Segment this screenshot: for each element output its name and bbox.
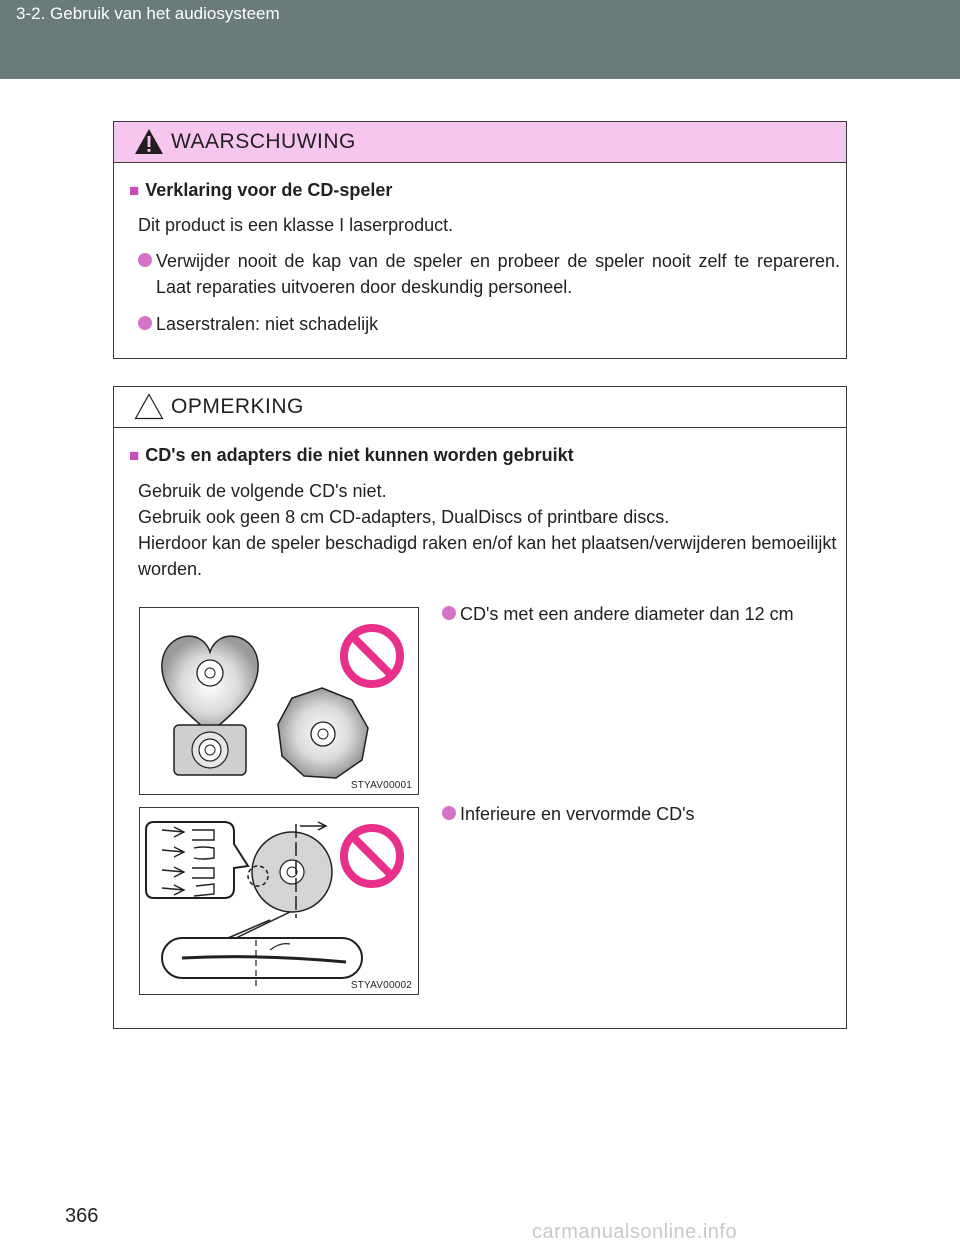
- warning-intro: Dit product is een klasse I laserproduct.: [138, 215, 454, 235]
- figure-odd-shaped-discs: [139, 607, 419, 795]
- caution-outline-icon: [134, 393, 164, 420]
- square-bullet-icon: ■: [129, 446, 140, 465]
- prohibited-icon: [344, 828, 400, 884]
- warning-bullet: Verwijder nooit de kap van de speler en probeer de speler nooit zelf te repareren. Laat reparaties uitvoeren door deskundig personeel.: [156, 248, 840, 300]
- square-bullet-icon: ■: [129, 181, 140, 200]
- bullet-dot-icon: [138, 316, 152, 330]
- note-line: Gebruik de volgende CD's niet.: [138, 481, 387, 501]
- note-title: OPMERKING: [171, 395, 304, 418]
- figure-code: STYAV00001: [350, 780, 412, 791]
- bullet-dot-icon: [442, 606, 456, 620]
- warning-bullet: Laserstralen: niet schadelijk: [156, 311, 840, 337]
- note-line: Hierdoor kan de speler beschadigd raken en/of kan het plaatsen/verwijderen bemoeilijkt worden.: [138, 533, 837, 579]
- figure-caption: CD's met een andere diameter dan 12 cm: [460, 601, 830, 627]
- note-subheading: ■ CD's en adapters die niet kunnen worden gebruikt: [129, 445, 574, 465]
- figure-code: STYAV00002: [350, 980, 412, 991]
- warning-header: [114, 122, 846, 163]
- note-header: [114, 387, 846, 428]
- prohibited-icon: [344, 628, 400, 684]
- note-box: [113, 386, 847, 1029]
- bullet-dot-icon: [442, 806, 456, 820]
- warning-subheading: ■ Verklaring voor de CD-speler: [129, 180, 393, 200]
- deformed-cd-illustration: [140, 808, 418, 994]
- chapter-header: [0, 0, 960, 79]
- figure-deformed-discs: [139, 807, 419, 995]
- warning-title: WAARSCHUWING: [171, 130, 356, 153]
- note-text: [138, 478, 838, 582]
- bullet-dot-icon: [138, 253, 152, 267]
- section-title: 3-2. Gebruik van het audiosysteem: [16, 4, 280, 23]
- watermark: carmanualsonline.info: [532, 1221, 738, 1243]
- warning-box: [113, 121, 847, 359]
- figure-caption: Inferieure en vervormde CD's: [460, 801, 830, 827]
- odd-shaped-cd-illustration: [140, 608, 418, 794]
- warning-triangle-icon: [134, 128, 164, 155]
- note-line: Gebruik ook geen 8 cm CD-adapters, DualDiscs of printbare discs.: [138, 507, 670, 527]
- page-number: 366: [65, 1205, 99, 1227]
